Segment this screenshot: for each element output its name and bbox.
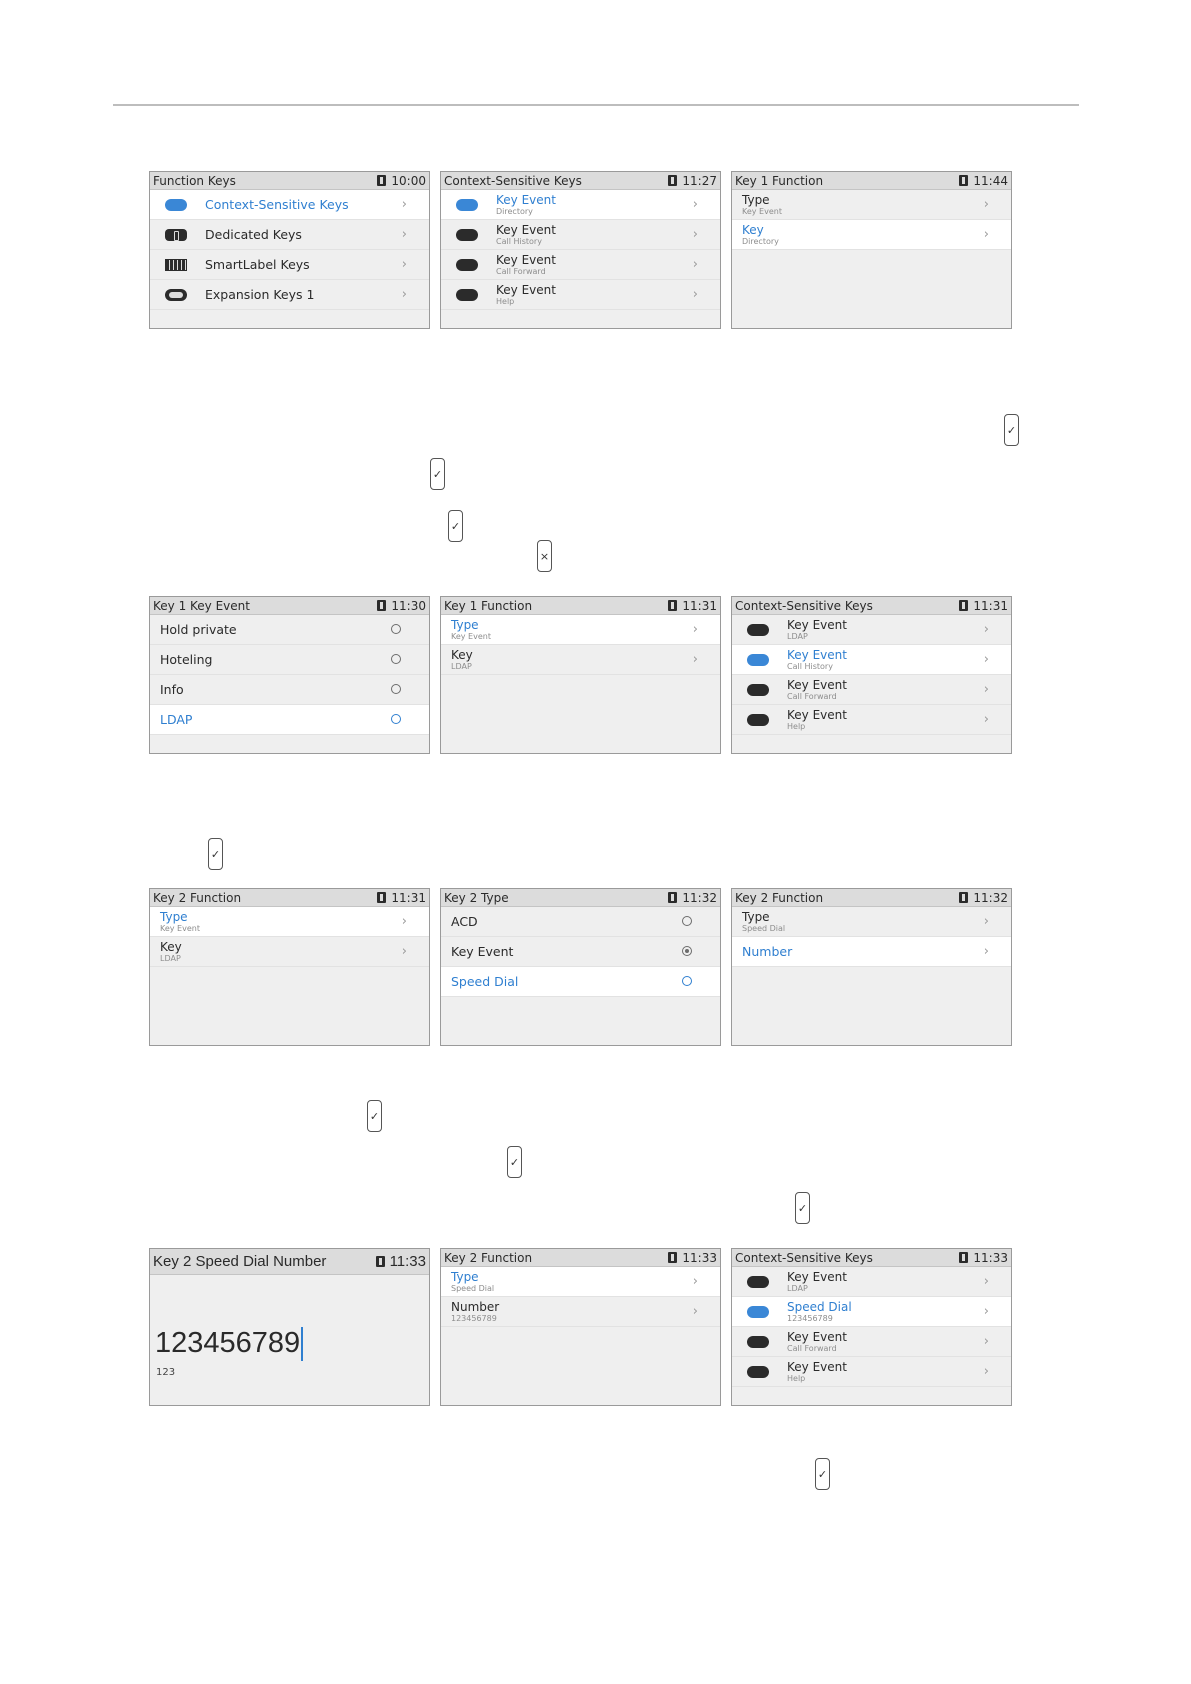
phone-icon	[377, 175, 386, 186]
screen-title: Key 2 Speed Dial Number	[153, 1253, 327, 1270]
chevron-right-icon: ›	[401, 227, 407, 242]
chevron-right-icon: ›	[401, 944, 407, 959]
menu-item[interactable]: Type Key Event ›	[150, 907, 429, 937]
menu-item[interactable]: Number 123456789 ›	[441, 1297, 720, 1327]
header-rule	[113, 104, 1079, 106]
menu-item[interactable]: Key Event Help ›	[732, 705, 1011, 735]
ok-key-icon: ✓	[430, 458, 445, 490]
chevron-right-icon: ›	[401, 197, 407, 212]
menu-item[interactable]: Dedicated Keys ›	[150, 220, 429, 250]
radio-option[interactable]: Key Event	[441, 937, 720, 967]
radio-icon	[682, 916, 692, 926]
radio-option[interactable]: Info	[150, 675, 429, 705]
radio-checked-icon	[682, 946, 692, 956]
radio-option[interactable]: ACD	[441, 907, 720, 937]
clock: 11:30	[391, 598, 426, 613]
chevron-right-icon: ›	[983, 944, 989, 959]
title-bar	[732, 172, 1011, 190]
pill-icon	[747, 1366, 769, 1378]
chevron-right-icon: ›	[692, 197, 698, 212]
title-bar	[441, 172, 720, 190]
title-bar	[732, 889, 1011, 907]
screen-title: Context-Sensitive Keys	[735, 598, 873, 613]
screen-key1-function	[731, 171, 1012, 329]
phone-icon	[377, 892, 386, 903]
clock: 11:33	[389, 1253, 426, 1270]
menu-item[interactable]: Type Key Event ›	[732, 190, 1011, 220]
chevron-right-icon: ›	[983, 1334, 989, 1349]
ok-key-icon: ✓	[208, 838, 223, 870]
clock: 10:00	[391, 173, 426, 188]
radio-icon	[391, 714, 401, 724]
chevron-right-icon: ›	[401, 257, 407, 272]
ok-key-icon: ✓	[448, 510, 463, 542]
screen-context-sensitive-keys	[731, 596, 1012, 754]
radio-option[interactable]: LDAP	[150, 705, 429, 735]
pill-icon	[747, 1336, 769, 1348]
menu-item[interactable]: Type Key Event ›	[441, 615, 720, 645]
menu-item[interactable]: Key Event Help ›	[732, 1357, 1011, 1387]
pill-icon	[747, 714, 769, 726]
title-bar	[150, 172, 429, 190]
title-bar	[732, 1249, 1011, 1267]
menu-item[interactable]: Context-Sensitive Keys ›	[150, 190, 429, 220]
menu-item[interactable]: Key Directory ›	[732, 220, 1011, 250]
clock: 11:31	[682, 598, 717, 613]
clock: 11:32	[682, 890, 717, 905]
ok-key-icon: ✓	[1004, 414, 1019, 446]
phone-icon	[377, 600, 386, 611]
chevron-right-icon: ›	[983, 652, 989, 667]
title-bar	[441, 1249, 720, 1267]
chevron-right-icon: ›	[983, 622, 989, 637]
screen-context-sensitive-keys	[731, 1248, 1012, 1406]
chevron-right-icon: ›	[983, 914, 989, 929]
radio-icon	[391, 654, 401, 664]
chevron-right-icon: ›	[692, 652, 698, 667]
screen-key2-speed-dial-number	[149, 1248, 430, 1406]
dedicated-key-icon	[165, 229, 187, 241]
phone-icon	[959, 175, 968, 186]
pill-icon	[747, 684, 769, 696]
screen-title: Key 2 Type	[444, 890, 509, 905]
chevron-right-icon: ›	[692, 622, 698, 637]
title-bar	[150, 597, 429, 615]
chevron-right-icon: ›	[692, 227, 698, 242]
pill-icon	[456, 229, 478, 241]
chevron-right-icon: ›	[983, 1274, 989, 1289]
chevron-right-icon: ›	[983, 682, 989, 697]
menu-item[interactable]: Key Event Call Forward ›	[732, 1327, 1011, 1357]
pill-blue-icon	[747, 1306, 769, 1318]
menu-item[interactable]: Type Speed Dial ›	[732, 907, 1011, 937]
clock: 11:27	[682, 173, 717, 188]
screen-key2-function	[731, 888, 1012, 1046]
menu-item[interactable]: Key Event Call Forward ›	[441, 250, 720, 280]
chevron-right-icon: ›	[692, 1304, 698, 1319]
menu-item[interactable]: SmartLabel Keys ›	[150, 250, 429, 280]
clock: 11:33	[973, 1250, 1008, 1265]
ok-key-icon: ✓	[507, 1146, 522, 1178]
title-bar	[732, 597, 1011, 615]
clock: 11:44	[973, 173, 1008, 188]
menu-item[interactable]: Key Event Help ›	[441, 280, 720, 310]
pill-icon	[747, 1276, 769, 1288]
screen-key1-key-event	[149, 596, 430, 754]
menu-item[interactable]: Expansion Keys 1 ›	[150, 280, 429, 310]
cancel-key-icon: ×	[537, 540, 552, 572]
clock: 11:31	[973, 598, 1008, 613]
ok-key-icon: ✓	[795, 1192, 810, 1224]
screen-title: Context-Sensitive Keys	[444, 173, 582, 188]
screen-title: Key 1 Key Event	[153, 598, 250, 613]
pill-blue-icon	[747, 654, 769, 666]
title-bar	[150, 889, 429, 907]
phone-icon	[376, 1256, 385, 1267]
title-bar	[441, 597, 720, 615]
expansion-key-icon	[165, 289, 187, 301]
menu-item[interactable]: Speed Dial 123456789 ›	[732, 1297, 1011, 1327]
phone-icon	[959, 892, 968, 903]
phone-icon	[959, 1252, 968, 1263]
chevron-right-icon: ›	[983, 1364, 989, 1379]
pill-icon	[747, 624, 769, 636]
screen-title: Key 2 Function	[444, 1250, 533, 1265]
phone-icon	[668, 600, 677, 611]
chevron-right-icon: ›	[983, 197, 989, 212]
screen-title: Function Keys	[153, 173, 236, 188]
radio-option[interactable]: Hoteling	[150, 645, 429, 675]
pill-blue-icon	[456, 199, 478, 211]
menu-item[interactable]: Type Speed Dial ›	[441, 1267, 720, 1297]
chevron-right-icon: ›	[692, 1274, 698, 1289]
radio-option[interactable]: Speed Dial	[441, 967, 720, 997]
screen-key2-function	[440, 1248, 721, 1406]
pill-blue-icon	[165, 199, 187, 211]
clock: 11:31	[391, 890, 426, 905]
pill-icon	[456, 289, 478, 301]
ok-key-icon: ✓	[815, 1458, 830, 1490]
menu-item[interactable]: Key LDAP ›	[150, 937, 429, 967]
menu-item[interactable]: Key LDAP ›	[441, 645, 720, 675]
title-bar	[150, 1249, 429, 1275]
menu-item[interactable]: Key Event Call History ›	[441, 220, 720, 250]
chevron-right-icon: ›	[401, 914, 407, 929]
menu-item[interactable]: Key Event Call Forward ›	[732, 675, 1011, 705]
screen-title: Key 1 Function	[735, 173, 824, 188]
smartlabel-key-icon	[165, 259, 187, 271]
speed-dial-number-input[interactable]: 123456789	[155, 1327, 303, 1361]
screen-title: Key 2 Function	[153, 890, 242, 905]
screen-key2-function	[149, 888, 430, 1046]
radio-icon	[682, 976, 692, 986]
chevron-right-icon: ›	[983, 1304, 989, 1319]
clock: 11:33	[682, 1250, 717, 1265]
chevron-right-icon: ›	[401, 287, 407, 302]
phone-icon	[668, 1252, 677, 1263]
chevron-right-icon: ›	[983, 712, 989, 727]
menu-item[interactable]: Key Event Call History ›	[732, 645, 1011, 675]
chevron-right-icon: ›	[983, 227, 989, 242]
phone-icon	[668, 892, 677, 903]
clock: 11:32	[973, 890, 1008, 905]
menu-item[interactable]: Key Event LDAP ›	[732, 615, 1011, 645]
radio-option[interactable]: Hold private	[150, 615, 429, 645]
radio-icon	[391, 684, 401, 694]
title-bar	[441, 889, 720, 907]
text-cursor	[301, 1327, 303, 1361]
screen-context-sensitive-keys	[440, 171, 721, 329]
phone-icon	[668, 175, 677, 186]
chevron-right-icon: ›	[692, 287, 698, 302]
screen-title: Key 2 Function	[735, 890, 824, 905]
pill-icon	[456, 259, 478, 271]
chevron-right-icon: ›	[692, 257, 698, 272]
radio-icon	[391, 624, 401, 634]
screen-title: Key 1 Function	[444, 598, 533, 613]
input-mode: 123	[156, 1367, 176, 1378]
screen-function-keys	[149, 171, 430, 329]
menu-item[interactable]: Number ›	[732, 937, 1011, 967]
menu-item[interactable]: Key Event LDAP ›	[732, 1267, 1011, 1297]
screen-title: Context-Sensitive Keys	[735, 1250, 873, 1265]
ok-key-icon: ✓	[367, 1100, 382, 1132]
phone-icon	[959, 600, 968, 611]
screen-key2-type	[440, 888, 721, 1046]
screen-key1-function	[440, 596, 721, 754]
menu-item[interactable]: Key Event Directory ›	[441, 190, 720, 220]
